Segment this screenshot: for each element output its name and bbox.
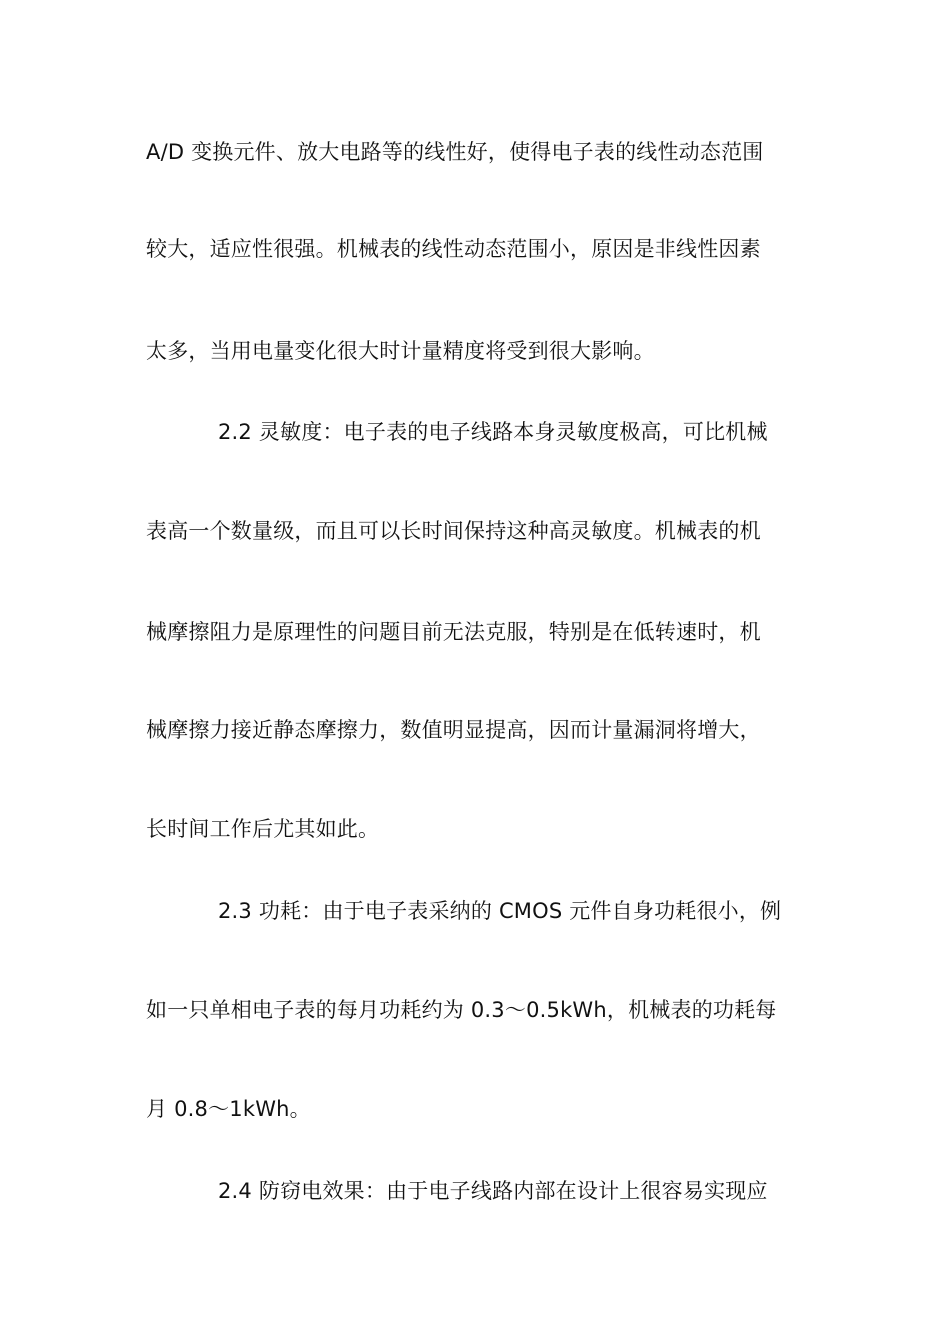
text-line-1: A/D 变换元件、放大电路等的线性好，使得电子表的线性动态范围 [146, 140, 764, 164]
text-line-3: 太多，当用电量变化很大时计量精度将受到很大影响。 [146, 339, 655, 363]
text-line-12: 2.4 防窃电效果：由于电子线路内部在设计上很容易实现应 [218, 1179, 768, 1203]
text-line-11: 月 0.8～1kWh。 [146, 1097, 311, 1121]
text-line-6: 械摩擦阻力是原理性的问题目前无法克服，特别是在低转速时，机 [146, 620, 761, 644]
text-line-9: 2.3 功耗：由于电子表采纳的 CMOS 元件自身功耗很小，例 [218, 899, 782, 923]
text-line-5: 表高一个数量级，而且可以长时间保持这种高灵敏度。机械表的机 [146, 519, 761, 543]
text-line-8: 长时间工作后尤其如此。 [146, 817, 380, 841]
text-line-4: 2.2 灵敏度：电子表的电子线路本身灵敏度极高，可比机械 [218, 420, 768, 444]
text-line-7: 械摩擦力接近静态摩擦力，数值明显提高，因而计量漏洞将增大， [146, 718, 761, 742]
text-line-2: 较大，适应性很强。机械表的线性动态范围小，原因是非线性因素 [146, 237, 761, 261]
text-line-10: 如一只单相电子表的每月功耗约为 0.3～0.5kWh，机械表的功耗每 [146, 998, 777, 1022]
